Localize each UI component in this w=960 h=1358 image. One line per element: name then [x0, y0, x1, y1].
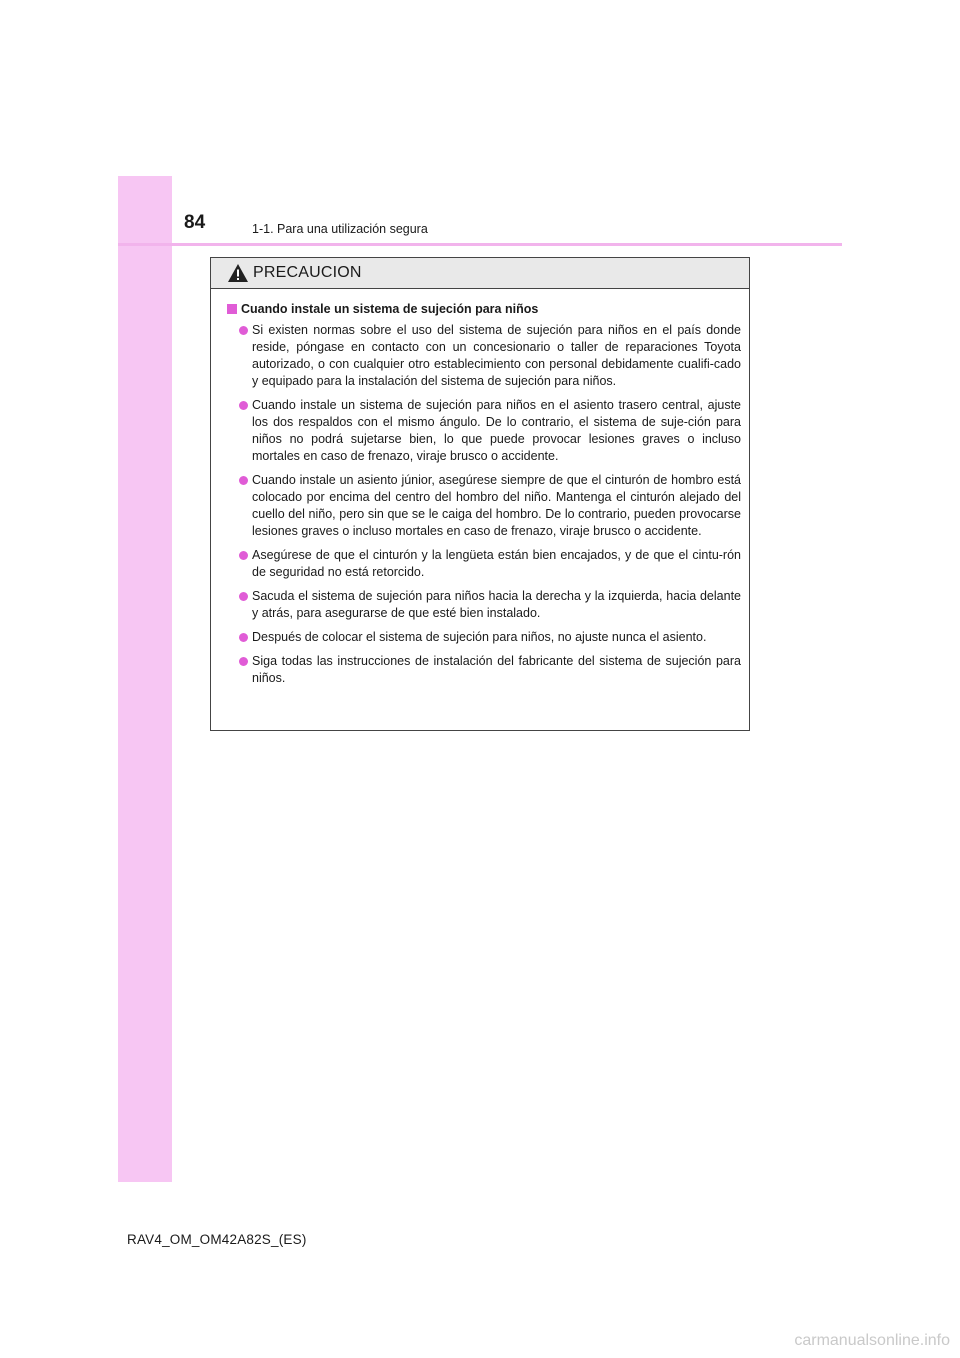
caution-subheading	[221, 301, 741, 318]
list-item-text: Siga todas las instrucciones de instalación del fabricante del sistema de sujeción para niños.	[252, 654, 741, 685]
list-item	[221, 653, 741, 687]
caution-header	[211, 258, 749, 289]
dot-bullet-icon	[239, 551, 248, 560]
dot-bullet-icon	[239, 326, 248, 335]
dot-bullet-icon	[239, 657, 248, 666]
dot-bullet-icon	[239, 633, 248, 642]
dot-bullet-icon	[239, 476, 248, 485]
square-bullet-icon	[227, 304, 237, 314]
list-item-text: Cuando instale un asiento júnior, asegúrese siempre de que el cinturón de hombro está colocado por encima del centro del hombro del niño. Mantenga el cinturón alejado del cuello del niño, pero sin que se le caiga del hombro. De lo contrario, pueden provocarse lesiones graves o incluso mortales en caso de frenazo, viraje brusco o accidente.	[252, 473, 741, 538]
page-number: 84	[184, 212, 206, 233]
caution-body	[211, 289, 749, 687]
section-title: 1-1. Para una utilización segura	[252, 222, 428, 236]
list-item	[221, 472, 741, 540]
header-divider	[118, 243, 842, 246]
list-item-text: Después de colocar el sistema de sujeción para niños, no ajuste nunca el asiento.	[252, 630, 707, 644]
list-item	[221, 322, 741, 390]
list-item	[221, 629, 741, 646]
list-item-text: Si existen normas sobre el uso del sistema de sujeción para niños en el país donde reside, póngase en contacto con un concesionario o taller de reparaciones Toyota autorizado, o con cualquier otro establecimiento con personal debidamente cualifi-cado y equipado para la instalación del sistema de sujeción para niños.	[252, 323, 741, 388]
dot-bullet-icon	[239, 592, 248, 601]
caution-title: PRECAUCION	[253, 264, 362, 281]
list-item	[221, 397, 741, 465]
warning-triangle-icon	[227, 263, 249, 283]
watermark: carmanualsonline.info	[794, 1332, 950, 1349]
list-item-text: Asegúrese de que el cinturón y la lengüeta están bien encajados, y de que el cintu-rón de seguridad no está retorcido.	[252, 548, 741, 579]
side-color-band	[118, 176, 172, 1182]
dot-bullet-icon	[239, 401, 248, 410]
caution-box	[210, 257, 750, 731]
subheading-text: Cuando instale un sistema de sujeción para niños	[241, 302, 539, 316]
list-item-text: Sacuda el sistema de sujeción para niños hacia la derecha y la izquierda, hacia delante y atrás, para asegurarse de que esté bien instalado.	[252, 589, 741, 620]
list-item-text: Cuando instale un sistema de sujeción para niños en el asiento trasero central, ajuste los dos respaldos con el mismo ángulo. De lo contrario, el sistema de suje-ción para niños no podrá sujetarse bien, lo que puede provocar lesiones graves o incluso mortales en caso de frenazo, viraje brusco o accidente.	[252, 398, 741, 463]
list-item	[221, 547, 741, 581]
document-code: RAV4_OM_OM42A82S_(ES)	[127, 1232, 307, 1247]
list-item	[221, 588, 741, 622]
